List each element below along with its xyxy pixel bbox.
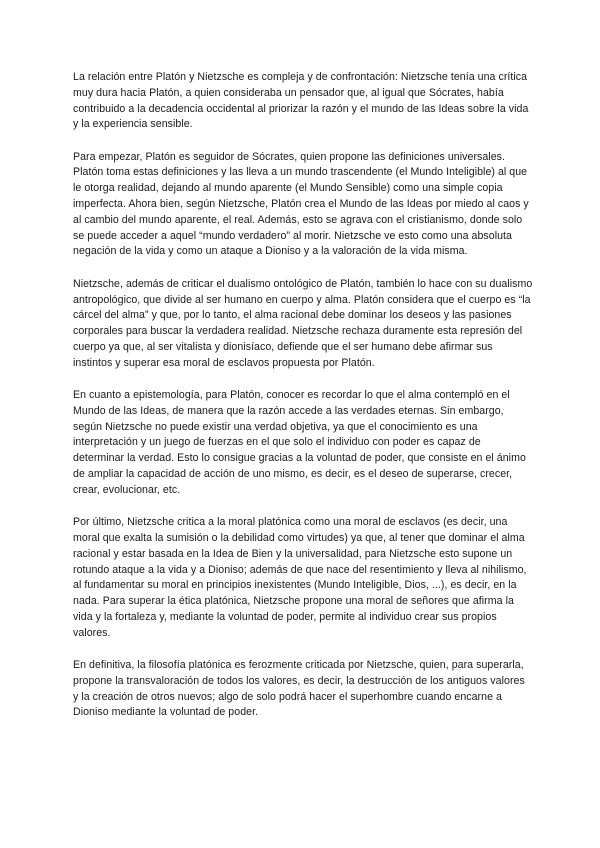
paragraph-ontology: Para empezar, Platón es seguidor de Sócrates, quien propone las definiciones universales. Platón toma estas definiciones y las lleva a un mundo trascendente (el Mundo Inteligible) al que le otorga realidad, dejando al mundo aparente (el Mundo Sensible) como una simple copia imperfecta. Ahora bien, según Nietzsche, Platón crea el Mundo de las Ideas por miedo al caos y al cambio del mundo aparente, el real. Además, esto se agrava con el cristianismo, donde solo se puede acceder a aquel “mundo verdadero” al morir. Nietzsche ve esto como una absoluta negación de la vida y como un ataque a Dioniso y a la valoración de la vida misma. bbox=[73, 150, 529, 258]
paragraph-anthropology: Nietzsche, además de criticar el dualismo ontológico de Platón, también lo hace con su dualismo antropológico, que divide al ser humano en cuerpo y alma. Platón considera que el cuerpo es “la cárcel del alma” y que, por lo tanto, el alma racional debe dominar los deseos y las pasiones corporales para buscar la verdadera realidad. Nietzsche rechaza duramente esta represión del cuerpo ya que, al ser vitalista y dionisíaco, defiende que el ser humano debe afirmar sus instintos y superar esa moral de esclavos propuesta por Platón. bbox=[73, 277, 533, 369]
document-body bbox=[73, 70, 533, 738]
paragraph-intro: La relación entre Platón y Nietzsche es compleja y de confrontación: Nietzsche tenía una crítica muy dura hacia Platón, a quien consideraba un pensador que, al igual que Sócrates, había contribuido a la decadencia occidental al priorizar la razón y el mundo de las Ideas sobre la vida y la experiencia sensible. bbox=[73, 71, 529, 131]
paragraph-epistemology: En cuanto a epistemología, para Platón, conocer es recordar lo que el alma contempló en el Mundo de las Ideas, de manera que la razón accede a las verdades eternas. Sin embargo, según Nietzsche no puede existir una verdad objetiva, ya que el conocimiento es una interpretación y un juego de fuerzas en el que solo el individuo con poder es capaz de determinar la verdad. Esto lo consigue gracias a la voluntad de poder, que consiste en el ánimo de ampliar la capacidad de acción de uno mismo, es decir, es el deseo de superarse, crecer, crear, evolucionar, etc. bbox=[73, 389, 526, 496]
paragraph-ethics: Por último, Nietzsche critica a la moral platónica como una moral de esclavos (es decir, una moral que exalta la sumisión o la debilidad como virtudes) ya que, al tener que dominar el alma racional y estar basada en la Idea de Bien y la universalidad, para Nietzsche esto supone un rotundo ataque a la vida y a Dioniso; además de que nace del resentimiento y lleva al nihilismo, al fundamentar su moral en principios inexistentes (Mundo Inteligible, Dios, ...), es decir, en la nada. Para superar la ética platónica, Nietzsche propone una moral de señores que afirma la vida y la fortaleza y, mediante la voluntad de poder, permite al individuo crear sus propios valores. bbox=[73, 516, 527, 639]
paragraph-conclusion: En definitiva, la filosofía platónica es ferozmente criticada por Nietzsche, quien, para superarla, propone la transvaloración de todos los valores, es decir, la destrucción de los antiguos valores y la creación de otros nuevos; algo de solo podrá hacer el superhombre cuando encarne a Dioniso mediante la voluntad de poder. bbox=[73, 659, 525, 719]
